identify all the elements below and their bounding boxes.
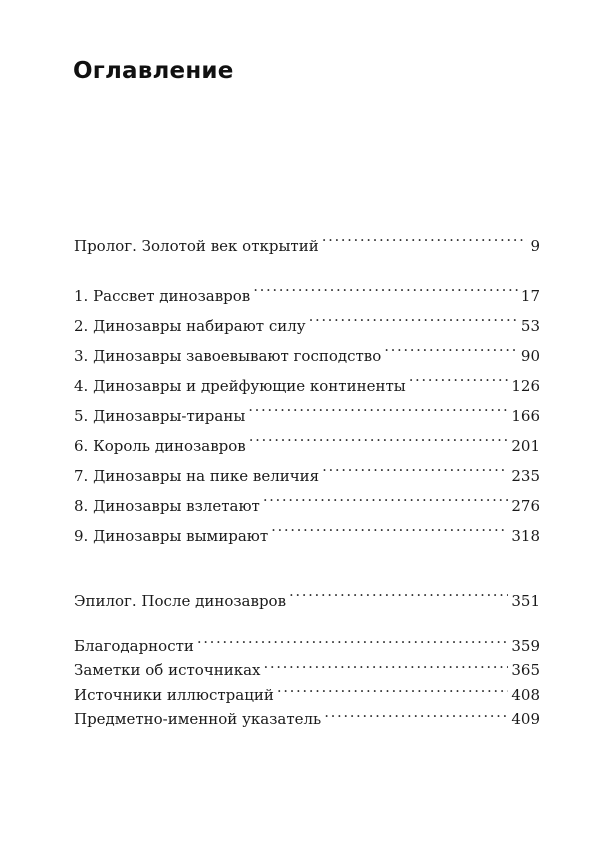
toc-entry-page: 409 [508,707,540,732]
toc-entry-label: Источники иллюстраций [74,683,277,708]
toc-entry-label: 5. Динозавры-тираны [74,401,248,431]
toc-entry-page: 365 [508,658,540,683]
dot-leader [253,271,518,301]
dot-leader [322,221,528,251]
toc-entry-label: Эпилог. После динозавров [74,586,289,616]
toc-entry-page: 53 [518,311,540,341]
dot-leader [409,361,509,391]
toc-entry-label: 6. Король динозавров [74,431,249,461]
dot-leader [249,421,509,451]
toc-entry-label: 3. Динозавры завоевывают господство [74,341,384,371]
toc-entry-label: 8. Динозавры взлетают [74,491,263,521]
toc-entry-page: 318 [508,521,540,551]
toc-entry-page: 90 [518,341,540,371]
toc-entry-page: 408 [508,683,540,708]
dot-leader [289,576,508,606]
toc-entry-page: 9 [527,231,540,261]
toc-entry-label: Благодарности [74,634,197,659]
toc-entry-acknowledgements[interactable] [74,626,540,655]
toc-entry-prolog[interactable] [74,221,540,255]
toc-entry-label: 4. Динозавры и дрейфующие континенты [74,371,409,401]
toc-entry-label: Заметки об источниках [74,658,264,683]
toc-entry-label: 9. Динозавры вымирают [74,521,271,551]
toc-entry-page: 17 [518,281,540,311]
dot-leader [271,511,508,541]
toc-chapters-section [74,271,540,545]
toc-prolog-section [74,221,540,255]
toc-entry-label: Пролог. Золотой век открытий [74,231,322,261]
toc-entry-page: 201 [508,431,540,461]
toc-entry-label: 7. Динозавры на пике величия [74,461,322,491]
toc-entry-chapter-1[interactable] [74,271,540,305]
dot-leader [263,481,509,511]
dot-leader [322,451,508,481]
toc-entry-page: 235 [508,461,540,491]
toc-entry-page: 166 [508,401,540,431]
toc-entry-label: 2. Динозавры набирают силу [74,311,309,341]
toc-back-matter-section [74,626,540,728]
dot-leader [384,331,518,361]
toc-entry-page: 126 [508,371,540,401]
toc-entry-label: Предметно-именной указатель [74,707,324,732]
dot-leader [324,700,508,725]
toc-entry-page: 359 [508,634,540,659]
toc-epilog-section [74,576,540,610]
dot-leader [277,675,508,700]
toc-entry-page: 276 [508,491,540,521]
page-title: Оглавление [73,58,234,84]
toc-entry-page: 351 [508,586,540,616]
toc-entry-label: 1. Рассвет динозавров [74,281,253,311]
dot-leader [309,301,518,331]
dot-leader [264,651,509,676]
dot-leader [248,391,508,421]
toc-entry-epilog[interactable] [74,576,540,610]
dot-leader [197,626,508,651]
